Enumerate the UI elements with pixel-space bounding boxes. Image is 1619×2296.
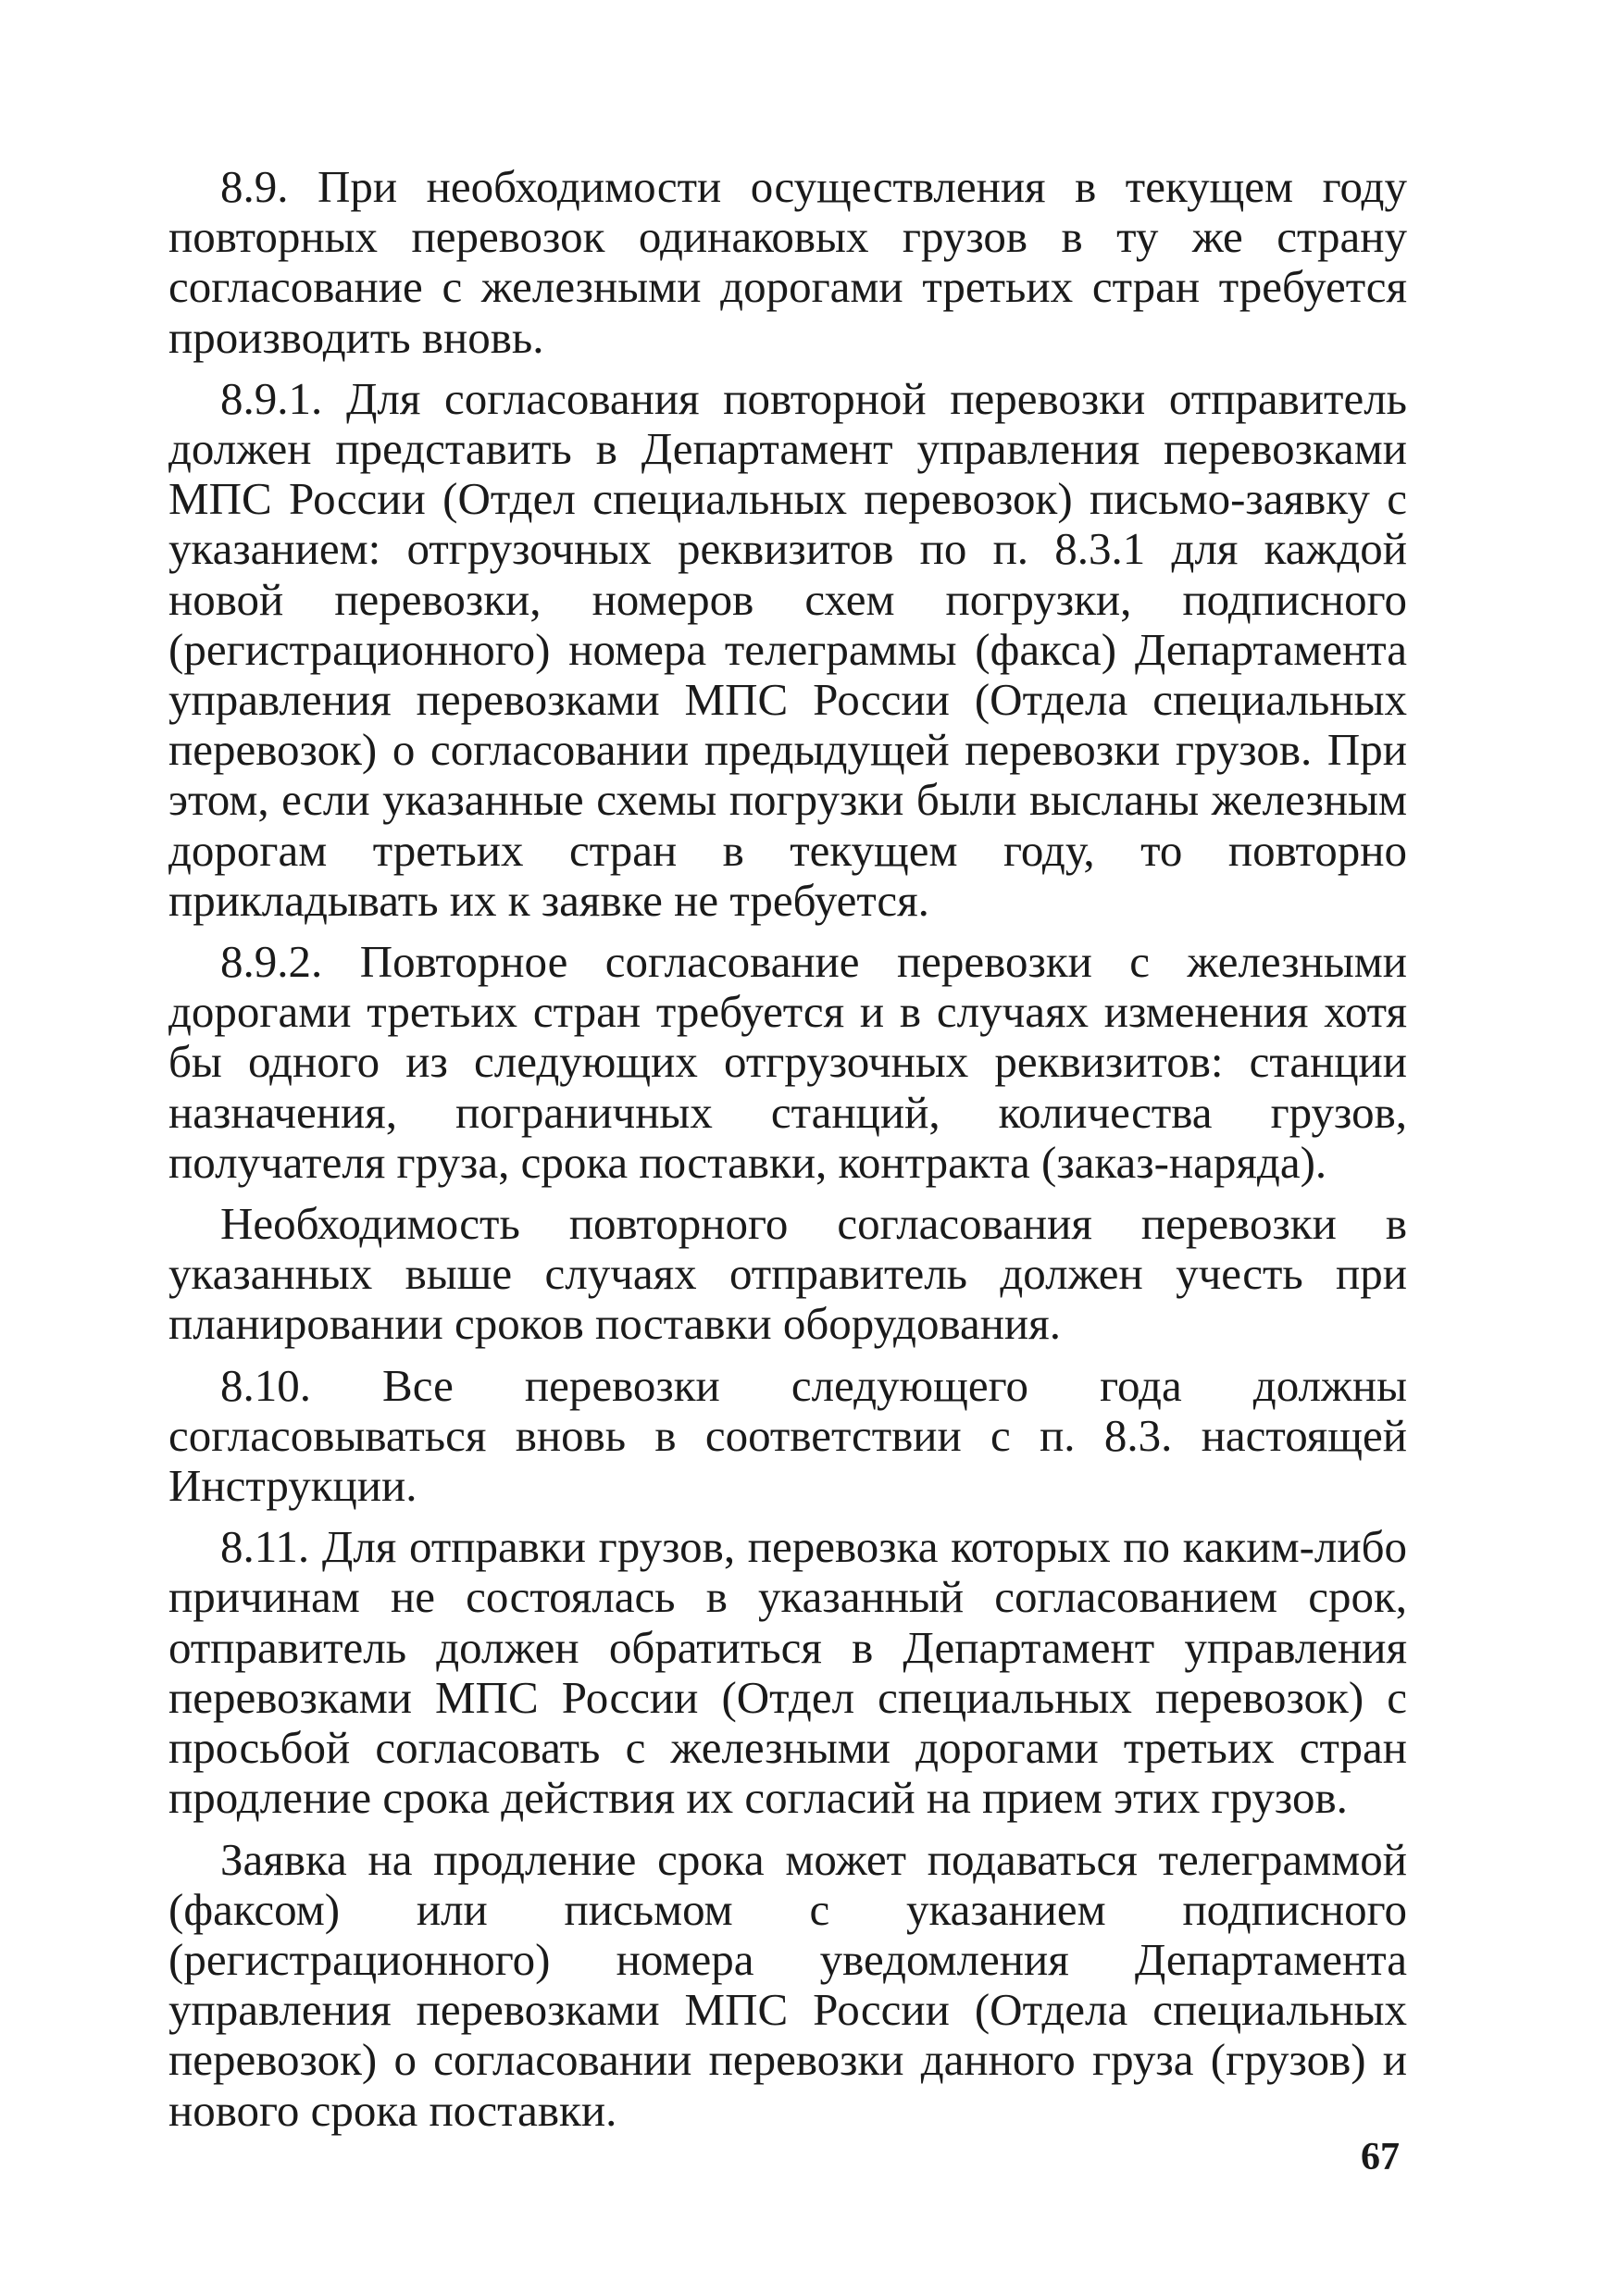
body-text: [168, 162, 1407, 2147]
paragraph-8-11: 8.11. Для отправки грузов, перевозка которых по каким-либо причинам не состоялась в указанный согласованием срок, отправитель должен обратиться в Департамент управления перевозками МПС России (Отдел специальных перевозок) с просьбой согласовать с железными дорогами третьих стран продление срока действия их согласий на прием этих грузов.: [168, 1521, 1407, 1824]
paragraph-note-planning: Необходимость повторного согласования перевозки в указанных выше случаях отправитель должен учесть при планировании сроков поставки оборудования.: [168, 1198, 1407, 1350]
paragraph-8-9-2: 8.9.2. Повторное согласование перевозки с железными дорогами третьих стран требуется и в случаях изменения хотя бы одного из следующих отгрузочных реквизитов: станции назначения, пограничных станций, количества грузов, получателя груза, срока поставки, контракта (заказ-наряда).: [168, 936, 1407, 1188]
paragraph-8-9: 8.9. При необходимости осуществления в текущем году повторных перевозок одинаковых грузов в ту же страну согласование с железными дорогами третьих стран требуется производить вновь.: [168, 161, 1407, 363]
paragraph-8-9-1: 8.9.1. Для согласования повторной перевозки отправитель должен представить в Департамент управления перевозками МПС России (Отдел специальных перевозок) письмо-заявку с указанием: отгрузочных реквизитов по п. 8.3.1 для каждой новой перевозки, номеров схем погрузки, подписного (регистрационного) номера телеграммы (факса) Департамента управления перевозками МПС России (Отдела специальных перевозок) о согласовании предыдущей перевозки грузов. При этом, если указанные схемы погрузки были высланы железным дорогам третьих стран в текущем году, то повторно прикладывать их к заявке не требуется.: [168, 372, 1407, 926]
page-number: 67: [1361, 2136, 1400, 2178]
paragraph-8-10: 8.10. Все перевозки следующего года должны согласовываться вновь в соответствии с п. 8.3. настоящей Инструкции.: [168, 1359, 1407, 1512]
paragraph-extension-request: Заявка на продление срока может подаваться телеграммой (факсом) или письмом с указанием подписного (регистрационного) номера уведомления Департамента управления перевозками МПС России (Отдела специальных перевозок) о согласовании перевозки данного груза (грузов) и нового срока поставки.: [168, 1833, 1407, 2136]
